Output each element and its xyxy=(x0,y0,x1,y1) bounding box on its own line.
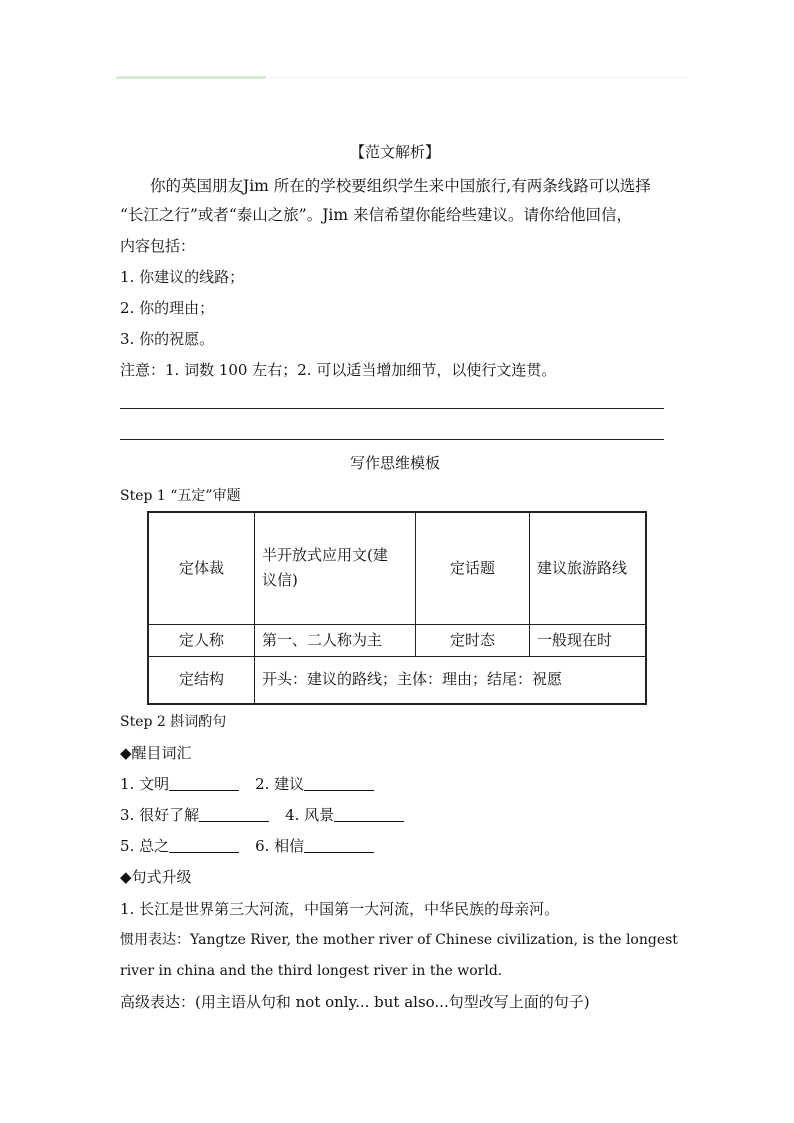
prompt-line-1: 你的英国朋友Jim 所在的学校要组织学生来中国旅行,有两条线路可以选择 xyxy=(150,177,651,195)
prompt-item-3: 3. 你的祝愿。 xyxy=(120,330,215,348)
header-bar-line xyxy=(270,77,688,78)
vocab-heading: ◆醒目词汇 xyxy=(120,744,192,762)
answer-line-1 xyxy=(120,408,664,409)
sentence-heading: ◆句式升级 xyxy=(120,868,192,886)
table-cell xyxy=(255,512,416,624)
table-cell: 第一、二人称为主 xyxy=(255,624,416,656)
advanced-expression: 高级表达：(用主语从句和 not only... but also...句型改写上面的句子) xyxy=(120,993,590,1011)
fill-blank[interactable] xyxy=(304,776,374,791)
step-2-heading: Step 2 斟词酌句 xyxy=(120,714,227,730)
fill-blank[interactable] xyxy=(169,838,239,853)
table-row xyxy=(148,624,646,656)
table-cell-text: 议信) xyxy=(262,571,298,590)
table-cell: 建议旅游路线 xyxy=(530,512,647,624)
table-cell: 开头：建议的路线；主体：理由；结尾：祝愿 xyxy=(255,656,647,704)
prompt-line-3: 内容包括： xyxy=(120,237,196,255)
vocab-row xyxy=(120,774,374,794)
answer-line-2 xyxy=(120,439,664,440)
vocab-item: 5. 总之 xyxy=(120,837,170,855)
table-cell-text: 半开放式应用文(建 xyxy=(262,546,388,565)
vocab-item: 2. 建议 xyxy=(255,775,305,793)
table-cell: 定话题 xyxy=(416,512,530,624)
header-decoration xyxy=(116,76,688,79)
table-row xyxy=(148,512,646,624)
table-cell: 定体裁 xyxy=(148,512,255,624)
common-expression-line-2: river in china and the third longest river in the world. xyxy=(120,963,503,979)
sentence-1: 1. 长江是世界第三大河流，中国第一大河流，中华民族的母亲河。 xyxy=(120,900,560,918)
vocab-item: 1. 文明 xyxy=(120,775,170,793)
table-cell: 定结构 xyxy=(148,656,255,704)
vocab-row xyxy=(120,805,404,825)
fill-blank[interactable] xyxy=(304,838,374,853)
vocab-item: 3. 很好了解 xyxy=(120,806,200,824)
fill-blank[interactable] xyxy=(334,807,404,822)
vocab-row xyxy=(120,836,374,856)
vocab-item: 4. 风景 xyxy=(285,806,335,824)
common-expression-line-1: 惯用表达：Yangtze River, the mother river of Chinese civilization, is the longest xyxy=(120,932,678,948)
fill-blank[interactable] xyxy=(169,776,239,791)
template-title: 写作思维模板 xyxy=(349,454,440,472)
vocab-item: 6. 相信 xyxy=(255,837,305,855)
prompt-line-2: “长江之行”或者“泰山之旅”。Jim 来信希望你能给些建议。请你给他回信， xyxy=(120,206,632,224)
prompt-note: 注意：1. 词数 100 左右；2. 可以适当增加细节，以使行文连贯。 xyxy=(120,361,557,379)
analysis-table xyxy=(147,511,647,705)
table-row xyxy=(148,656,646,704)
section-title: 【范文解析】 xyxy=(349,143,440,161)
prompt-item-1: 1. 你建议的线路； xyxy=(120,268,245,286)
fill-blank[interactable] xyxy=(199,807,269,822)
header-bar-accent xyxy=(116,76,266,79)
table-cell: 定人称 xyxy=(148,624,255,656)
prompt-item-2: 2. 你的理由； xyxy=(120,299,215,317)
step-1-heading: Step 1 “五定”审题 xyxy=(120,488,241,504)
table-cell: 一般现在时 xyxy=(530,624,647,656)
table-cell: 定时态 xyxy=(416,624,530,656)
